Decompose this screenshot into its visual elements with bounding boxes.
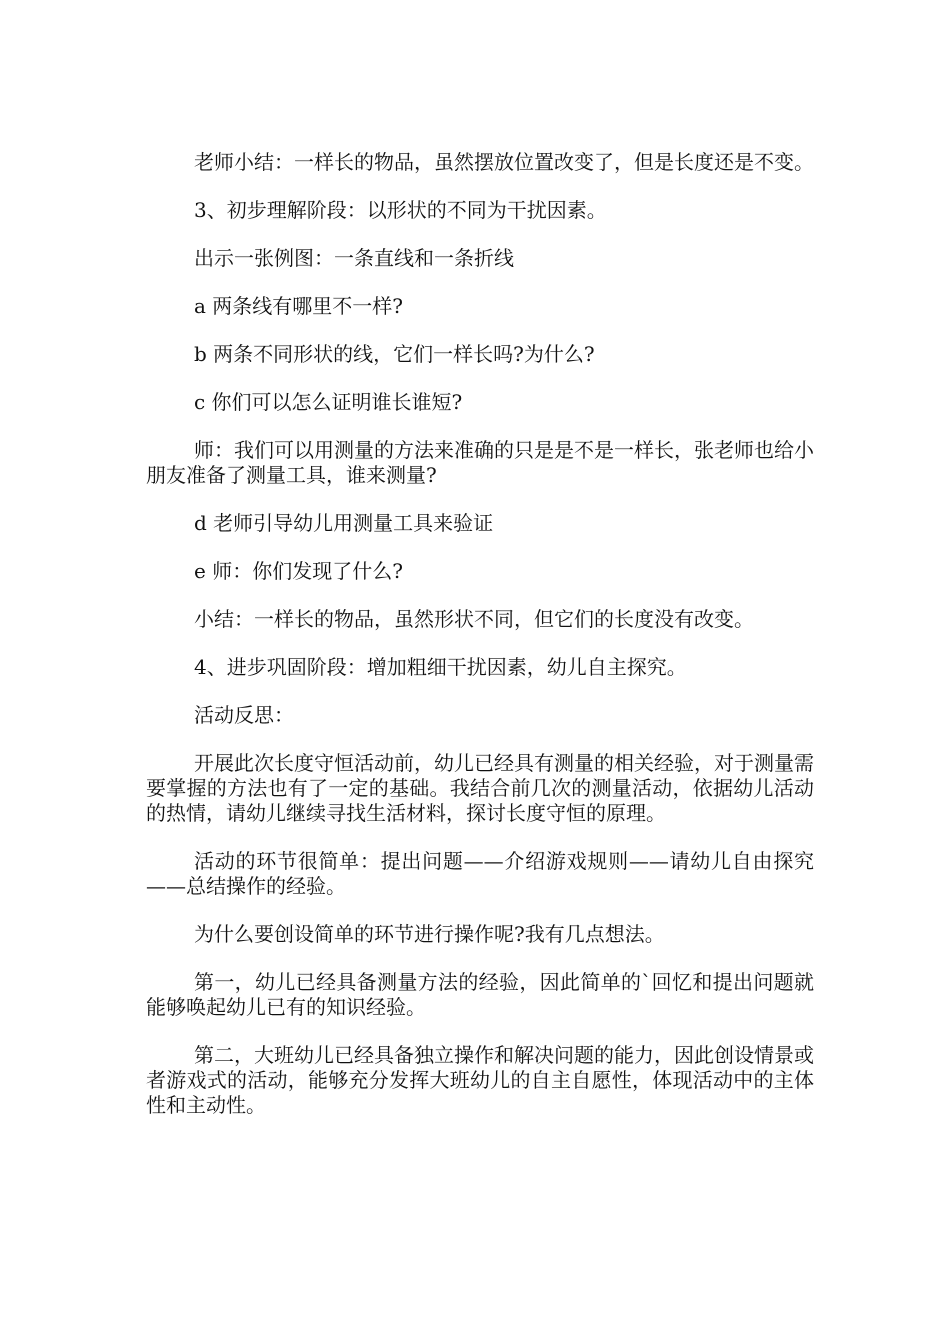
document-body [146, 150, 814, 1141]
paragraph-reflection-1: 开展此次长度守恒活动前，幼儿已经具有测量的相关经验，对于测量需要掌握的方法也有了一定的基础。我结合前几次的测量活动，依据幼儿活动的热情，请幼儿继续寻找生活材料，探讨长度守恒的原理。 [146, 751, 814, 825]
paragraph-step-e: e 师：你们发现了什么? [194, 559, 403, 583]
paragraph-stage-3: 3、初步理解阶段：以形状的不同为干扰因素。 [194, 198, 607, 222]
paragraph-reflection-second: 第二，大班幼儿已经具备独立操作和解决问题的能力，因此创设情景或者游戏式的活动，能够充分发挥大班幼儿的自主自愿性，体现活动中的主体性和主动性。 [146, 1043, 814, 1117]
paragraph-show-example: 出示一张例图：一条直线和一条折线 [194, 246, 514, 270]
paragraph-question-c: c 你们可以怎么证明谁长谁短? [194, 390, 463, 414]
paragraph-summary-position: 老师小结：一样长的物品，虽然摆放位置改变了，但是长度还是不变。 [194, 150, 814, 174]
paragraph-reflection-2: 活动的环节很简单：提出问题——介绍游戏规则——请幼儿自由探究——总结操作的经验。 [146, 849, 814, 898]
paragraph-question-a: a 两条线有哪里不一样? [194, 294, 404, 318]
paragraph-summary-shape: 小结：一样长的物品，虽然形状不同，但它们的长度没有改变。 [194, 607, 754, 631]
paragraph-teacher-measure: 师：我们可以用测量的方法来准确的只是是不是一样长，张老师也给小朋友准备了测量工具，谁来测量? [146, 438, 814, 487]
paragraph-reflection-heading: 活动反思： [194, 703, 294, 727]
paragraph-reflection-3: 为什么要创设简单的环节进行操作呢?我有几点想法。 [194, 922, 665, 946]
paragraph-step-d: d 老师引导幼儿用测量工具来验证 [194, 511, 494, 535]
paragraph-question-b: b 两条不同形状的线，它们一样长吗?为什么? [194, 342, 595, 366]
paragraph-stage-4: 4、进步巩固阶段：增加粗细干扰因素，幼儿自主探究。 [194, 655, 687, 679]
paragraph-reflection-first: 第一，幼儿已经具备测量方法的经验，因此简单的`回忆和提出问题就能够唤起幼儿已有的知识经验。 [146, 970, 814, 1019]
